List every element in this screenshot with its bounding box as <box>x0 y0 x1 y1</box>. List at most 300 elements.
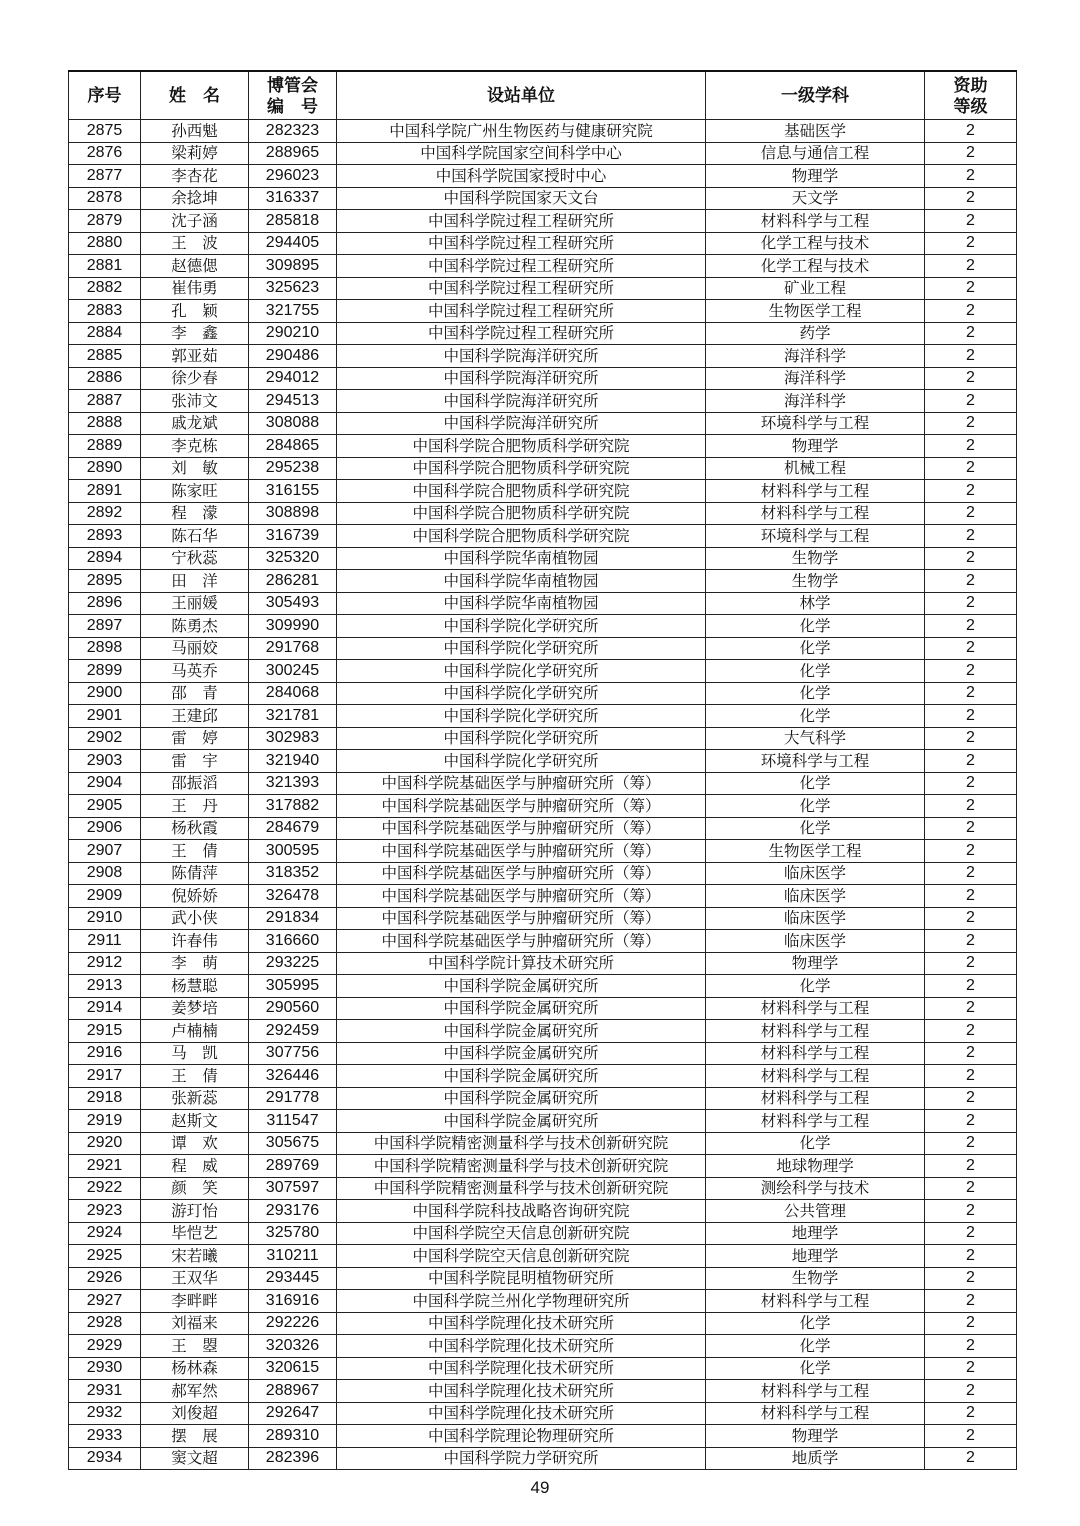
table-row <box>69 952 1017 975</box>
cell-name: 沈子涵 <box>141 210 249 233</box>
cell-unit: 中国科学院理化技术研究所 <box>337 1380 706 1403</box>
cell-code: 284865 <box>249 435 337 458</box>
cell-name: 徐少春 <box>141 367 249 390</box>
table-row <box>69 1335 1017 1358</box>
cell-grade: 2 <box>925 1132 1017 1155</box>
table-row <box>69 435 1017 458</box>
table-row <box>69 1177 1017 1200</box>
table-row <box>69 1200 1017 1223</box>
cell-name: 孔 颖 <box>141 300 249 323</box>
cell-seq: 2904 <box>69 772 141 795</box>
table-row <box>69 1110 1017 1133</box>
cell-code: 326478 <box>249 885 337 908</box>
table-row <box>69 1267 1017 1290</box>
cell-subject: 临床医学 <box>706 930 925 953</box>
cell-grade: 2 <box>925 1245 1017 1268</box>
cell-code: 290486 <box>249 345 337 368</box>
cell-grade: 2 <box>925 1425 1017 1448</box>
cell-seq: 2889 <box>69 435 141 458</box>
cell-unit: 中国科学院过程工程研究所 <box>337 277 706 300</box>
cell-unit: 中国科学院过程工程研究所 <box>337 232 706 255</box>
cell-name: 王 倩 <box>141 1065 249 1088</box>
cell-code: 316660 <box>249 930 337 953</box>
cell-name: 余捻坤 <box>141 187 249 210</box>
table-row <box>69 1402 1017 1425</box>
cell-subject: 化学 <box>706 1357 925 1380</box>
cell-code: 321940 <box>249 750 337 773</box>
cell-unit: 中国科学院金属研究所 <box>337 975 706 998</box>
cell-name: 王 曌 <box>141 1335 249 1358</box>
cell-seq: 2884 <box>69 322 141 345</box>
cell-seq: 2908 <box>69 862 141 885</box>
table-row <box>69 187 1017 210</box>
cell-grade: 2 <box>925 277 1017 300</box>
cell-code: 290560 <box>249 997 337 1020</box>
cell-unit: 中国科学院理论物理研究所 <box>337 1425 706 1448</box>
cell-code: 326446 <box>249 1065 337 1088</box>
cell-unit: 中国科学院过程工程研究所 <box>337 210 706 233</box>
cell-code: 309990 <box>249 615 337 638</box>
cell-code: 316739 <box>249 525 337 548</box>
cell-subject: 环境科学与工程 <box>706 750 925 773</box>
cell-name: 王 波 <box>141 232 249 255</box>
cell-name: 孙西魁 <box>141 120 249 143</box>
cell-code: 311547 <box>249 1110 337 1133</box>
cell-seq: 2910 <box>69 907 141 930</box>
cell-seq: 2917 <box>69 1065 141 1088</box>
cell-code: 320326 <box>249 1335 337 1358</box>
cell-code: 293176 <box>249 1200 337 1223</box>
cell-seq: 2888 <box>69 412 141 435</box>
cell-seq: 2915 <box>69 1020 141 1043</box>
cell-unit: 中国科学院过程工程研究所 <box>337 255 706 278</box>
cell-seq: 2897 <box>69 615 141 638</box>
cell-unit: 中国科学院金属研究所 <box>337 1065 706 1088</box>
cell-seq: 2902 <box>69 727 141 750</box>
cell-seq: 2928 <box>69 1312 141 1335</box>
cell-name: 倪娇娇 <box>141 885 249 908</box>
cell-name: 郝军然 <box>141 1380 249 1403</box>
cell-seq: 2921 <box>69 1155 141 1178</box>
cell-subject: 矿业工程 <box>706 277 925 300</box>
cell-unit: 中国科学院化学研究所 <box>337 615 706 638</box>
cell-code: 285818 <box>249 210 337 233</box>
header-grade-line1: 资助 <box>953 75 988 95</box>
table-row <box>69 1222 1017 1245</box>
cell-grade: 2 <box>925 615 1017 638</box>
cell-unit: 中国科学院国家空间科学中心 <box>337 142 706 165</box>
cell-grade: 2 <box>925 232 1017 255</box>
cell-grade: 2 <box>925 367 1017 390</box>
table-row <box>69 727 1017 750</box>
table-row <box>69 795 1017 818</box>
cell-seq: 2878 <box>69 187 141 210</box>
cell-subject: 化学 <box>706 637 925 660</box>
cell-grade: 2 <box>925 435 1017 458</box>
cell-unit: 中国科学院华南植物园 <box>337 547 706 570</box>
cell-name: 李克栋 <box>141 435 249 458</box>
cell-grade: 2 <box>925 727 1017 750</box>
cell-code: 293225 <box>249 952 337 975</box>
cell-subject: 临床医学 <box>706 885 925 908</box>
table-row <box>69 165 1017 188</box>
cell-seq: 2899 <box>69 660 141 683</box>
table-row <box>69 930 1017 953</box>
table-row <box>69 907 1017 930</box>
cell-grade: 2 <box>925 1177 1017 1200</box>
cell-seq: 2911 <box>69 930 141 953</box>
cell-code: 318352 <box>249 862 337 885</box>
header-unit: 设站单位 <box>337 71 706 120</box>
cell-grade: 2 <box>925 1447 1017 1470</box>
cell-seq: 2913 <box>69 975 141 998</box>
cell-unit: 中国科学院基础医学与肿瘤研究所（筹） <box>337 862 706 885</box>
cell-code: 292226 <box>249 1312 337 1335</box>
table-row <box>69 1132 1017 1155</box>
cell-name: 戚龙斌 <box>141 412 249 435</box>
table-row <box>69 367 1017 390</box>
funding-list-table <box>68 70 1017 1470</box>
table-row <box>69 840 1017 863</box>
cell-subject: 物理学 <box>706 1425 925 1448</box>
table-row <box>69 1447 1017 1470</box>
cell-seq: 2926 <box>69 1267 141 1290</box>
table-row <box>69 480 1017 503</box>
cell-grade: 2 <box>925 390 1017 413</box>
cell-subject: 化学 <box>706 705 925 728</box>
cell-subject: 材料科学与工程 <box>706 1380 925 1403</box>
cell-grade: 2 <box>925 322 1017 345</box>
header-name: 姓 名 <box>141 71 249 120</box>
table-row <box>69 997 1017 1020</box>
cell-seq: 2895 <box>69 570 141 593</box>
table-row <box>69 1065 1017 1088</box>
cell-name: 刘俊超 <box>141 1402 249 1425</box>
table-row <box>69 682 1017 705</box>
cell-seq: 2876 <box>69 142 141 165</box>
cell-name: 卢楠楠 <box>141 1020 249 1043</box>
cell-subject: 化学 <box>706 1132 925 1155</box>
cell-unit: 中国科学院空天信息创新研究院 <box>337 1222 706 1245</box>
cell-seq: 2934 <box>69 1447 141 1470</box>
cell-grade: 2 <box>925 1312 1017 1335</box>
cell-grade: 2 <box>925 345 1017 368</box>
cell-name: 颜 笑 <box>141 1177 249 1200</box>
cell-name: 陈石华 <box>141 525 249 548</box>
cell-subject: 化学工程与技术 <box>706 232 925 255</box>
cell-name: 崔伟勇 <box>141 277 249 300</box>
cell-subject: 化学 <box>706 772 925 795</box>
cell-grade: 2 <box>925 952 1017 975</box>
cell-name: 陈家旺 <box>141 480 249 503</box>
cell-code: 308898 <box>249 502 337 525</box>
cell-unit: 中国科学院国家授时中心 <box>337 165 706 188</box>
cell-unit: 中国科学院理化技术研究所 <box>337 1335 706 1358</box>
cell-subject: 生物学 <box>706 570 925 593</box>
cell-subject: 材料科学与工程 <box>706 1020 925 1043</box>
cell-unit: 中国科学院华南植物园 <box>337 592 706 615</box>
cell-grade: 2 <box>925 817 1017 840</box>
cell-code: 300245 <box>249 660 337 683</box>
cell-unit: 中国科学院计算技术研究所 <box>337 952 706 975</box>
cell-subject: 物理学 <box>706 952 925 975</box>
cell-subject: 化学 <box>706 817 925 840</box>
cell-grade: 2 <box>925 1200 1017 1223</box>
cell-name: 马英乔 <box>141 660 249 683</box>
cell-code: 307597 <box>249 1177 337 1200</box>
cell-grade: 2 <box>925 660 1017 683</box>
table-row <box>69 300 1017 323</box>
cell-unit: 中国科学院昆明植物研究所 <box>337 1267 706 1290</box>
cell-name: 许春伟 <box>141 930 249 953</box>
cell-code: 294513 <box>249 390 337 413</box>
cell-grade: 2 <box>925 412 1017 435</box>
cell-seq: 2930 <box>69 1357 141 1380</box>
cell-subject: 化学 <box>706 660 925 683</box>
table-row <box>69 615 1017 638</box>
cell-name: 陈倩萍 <box>141 862 249 885</box>
cell-unit: 中国科学院精密测量科学与技术创新研究院 <box>337 1177 706 1200</box>
cell-code: 294405 <box>249 232 337 255</box>
cell-grade: 2 <box>925 1290 1017 1313</box>
cell-unit: 中国科学院科技战略咨询研究院 <box>337 1200 706 1223</box>
cell-grade: 2 <box>925 592 1017 615</box>
cell-grade: 2 <box>925 480 1017 503</box>
cell-seq: 2880 <box>69 232 141 255</box>
cell-name: 马丽姣 <box>141 637 249 660</box>
cell-seq: 2886 <box>69 367 141 390</box>
cell-code: 307756 <box>249 1042 337 1065</box>
cell-code: 282323 <box>249 120 337 143</box>
table-row <box>69 817 1017 840</box>
cell-seq: 2929 <box>69 1335 141 1358</box>
cell-unit: 中国科学院理化技术研究所 <box>337 1357 706 1380</box>
cell-code: 288967 <box>249 1380 337 1403</box>
cell-subject: 地理学 <box>706 1222 925 1245</box>
cell-code: 317882 <box>249 795 337 818</box>
cell-grade: 2 <box>925 1380 1017 1403</box>
cell-seq: 2918 <box>69 1087 141 1110</box>
table-header <box>69 71 1017 120</box>
cell-seq: 2881 <box>69 255 141 278</box>
cell-seq: 2931 <box>69 1380 141 1403</box>
cell-unit: 中国科学院合肥物质科学研究院 <box>337 480 706 503</box>
cell-grade: 2 <box>925 772 1017 795</box>
cell-unit: 中国科学院海洋研究所 <box>337 367 706 390</box>
cell-code: 302983 <box>249 727 337 750</box>
cell-code: 325623 <box>249 277 337 300</box>
cell-seq: 2914 <box>69 997 141 1020</box>
cell-seq: 2901 <box>69 705 141 728</box>
cell-unit: 中国科学院海洋研究所 <box>337 390 706 413</box>
cell-subject: 物理学 <box>706 435 925 458</box>
cell-unit: 中国科学院理化技术研究所 <box>337 1312 706 1335</box>
cell-subject: 天文学 <box>706 187 925 210</box>
table-row <box>69 277 1017 300</box>
cell-grade: 2 <box>925 1267 1017 1290</box>
cell-subject: 化学 <box>706 975 925 998</box>
table-row <box>69 592 1017 615</box>
cell-seq: 2891 <box>69 480 141 503</box>
cell-subject: 材料科学与工程 <box>706 1087 925 1110</box>
cell-seq: 2903 <box>69 750 141 773</box>
cell-unit: 中国科学院合肥物质科学研究院 <box>337 502 706 525</box>
cell-grade: 2 <box>925 120 1017 143</box>
cell-subject: 基础医学 <box>706 120 925 143</box>
table-body <box>69 120 1017 1470</box>
cell-seq: 2922 <box>69 1177 141 1200</box>
cell-unit: 中国科学院合肥物质科学研究院 <box>337 525 706 548</box>
cell-grade: 2 <box>925 1087 1017 1110</box>
cell-code: 292459 <box>249 1020 337 1043</box>
cell-name: 杨秋霞 <box>141 817 249 840</box>
cell-name: 毕恺艺 <box>141 1222 249 1245</box>
cell-code: 321755 <box>249 300 337 323</box>
header-seq: 序号 <box>69 71 141 120</box>
cell-subject: 材料科学与工程 <box>706 1290 925 1313</box>
cell-unit: 中国科学院海洋研究所 <box>337 345 706 368</box>
cell-name: 宁秋蕊 <box>141 547 249 570</box>
table-row <box>69 1155 1017 1178</box>
cell-subject: 生物学 <box>706 1267 925 1290</box>
cell-seq: 2924 <box>69 1222 141 1245</box>
cell-unit: 中国科学院基础医学与肿瘤研究所（筹） <box>337 772 706 795</box>
cell-code: 321781 <box>249 705 337 728</box>
cell-grade: 2 <box>925 547 1017 570</box>
cell-subject: 环境科学与工程 <box>706 412 925 435</box>
cell-name: 王建邱 <box>141 705 249 728</box>
cell-subject: 生物医学工程 <box>706 840 925 863</box>
cell-subject: 材料科学与工程 <box>706 210 925 233</box>
cell-subject: 化学 <box>706 682 925 705</box>
table-row <box>69 232 1017 255</box>
cell-name: 窦文超 <box>141 1447 249 1470</box>
cell-unit: 中国科学院化学研究所 <box>337 660 706 683</box>
cell-unit: 中国科学院化学研究所 <box>337 682 706 705</box>
cell-name: 陈勇杰 <box>141 615 249 638</box>
header-grade <box>925 71 1017 120</box>
cell-code: 325780 <box>249 1222 337 1245</box>
cell-unit: 中国科学院化学研究所 <box>337 727 706 750</box>
header-grade-line2: 等级 <box>953 96 988 116</box>
cell-name: 马 凯 <box>141 1042 249 1065</box>
cell-subject: 材料科学与工程 <box>706 480 925 503</box>
cell-subject: 海洋科学 <box>706 345 925 368</box>
cell-name: 雷 婷 <box>141 727 249 750</box>
cell-name: 王 丹 <box>141 795 249 818</box>
cell-code: 284679 <box>249 817 337 840</box>
table-row <box>69 120 1017 143</box>
table-row <box>69 457 1017 480</box>
cell-seq: 2932 <box>69 1402 141 1425</box>
table-row <box>69 255 1017 278</box>
table-row <box>69 975 1017 998</box>
cell-code: 309895 <box>249 255 337 278</box>
cell-grade: 2 <box>925 930 1017 953</box>
cell-seq: 2927 <box>69 1290 141 1313</box>
cell-name: 张沛文 <box>141 390 249 413</box>
cell-grade: 2 <box>925 840 1017 863</box>
cell-unit: 中国科学院金属研究所 <box>337 1020 706 1043</box>
cell-seq: 2912 <box>69 952 141 975</box>
cell-name: 杨林森 <box>141 1357 249 1380</box>
cell-subject: 化学 <box>706 615 925 638</box>
cell-code: 282396 <box>249 1447 337 1470</box>
cell-grade: 2 <box>925 1110 1017 1133</box>
cell-grade: 2 <box>925 705 1017 728</box>
cell-subject: 化学工程与技术 <box>706 255 925 278</box>
header-code-line2: 编 号 <box>267 96 318 116</box>
cell-code: 300595 <box>249 840 337 863</box>
cell-seq: 2905 <box>69 795 141 818</box>
cell-name: 王 倩 <box>141 840 249 863</box>
header-row <box>69 71 1017 120</box>
cell-grade: 2 <box>925 502 1017 525</box>
cell-seq: 2896 <box>69 592 141 615</box>
cell-seq: 2916 <box>69 1042 141 1065</box>
table-row <box>69 525 1017 548</box>
table-row <box>69 1312 1017 1335</box>
table-row <box>69 705 1017 728</box>
cell-subject: 林学 <box>706 592 925 615</box>
cell-subject: 材料科学与工程 <box>706 1402 925 1425</box>
cell-name: 谭 欢 <box>141 1132 249 1155</box>
cell-name: 赵斯文 <box>141 1110 249 1133</box>
cell-code: 325320 <box>249 547 337 570</box>
cell-subject: 物理学 <box>706 165 925 188</box>
table-row <box>69 1425 1017 1448</box>
cell-unit: 中国科学院化学研究所 <box>337 750 706 773</box>
cell-code: 291778 <box>249 1087 337 1110</box>
cell-unit: 中国科学院化学研究所 <box>337 637 706 660</box>
cell-subject: 药学 <box>706 322 925 345</box>
cell-seq: 2875 <box>69 120 141 143</box>
cell-unit: 中国科学院基础医学与肿瘤研究所（筹） <box>337 840 706 863</box>
cell-seq: 2907 <box>69 840 141 863</box>
cell-name: 田 洋 <box>141 570 249 593</box>
cell-unit: 中国科学院基础医学与肿瘤研究所（筹） <box>337 795 706 818</box>
cell-subject: 生物学 <box>706 547 925 570</box>
table-row <box>69 1020 1017 1043</box>
table-row <box>69 390 1017 413</box>
cell-unit: 中国科学院合肥物质科学研究院 <box>337 435 706 458</box>
cell-subject: 机械工程 <box>706 457 925 480</box>
cell-name: 武小侠 <box>141 907 249 930</box>
cell-seq: 2893 <box>69 525 141 548</box>
cell-unit: 中国科学院理化技术研究所 <box>337 1402 706 1425</box>
cell-grade: 2 <box>925 1042 1017 1065</box>
table-row <box>69 547 1017 570</box>
cell-seq: 2885 <box>69 345 141 368</box>
cell-code: 305493 <box>249 592 337 615</box>
table-row <box>69 885 1017 908</box>
cell-code: 305995 <box>249 975 337 998</box>
cell-unit: 中国科学院华南植物园 <box>337 570 706 593</box>
cell-subject: 大气科学 <box>706 727 925 750</box>
cell-code: 291834 <box>249 907 337 930</box>
cell-subject: 材料科学与工程 <box>706 997 925 1020</box>
cell-grade: 2 <box>925 570 1017 593</box>
cell-grade: 2 <box>925 1222 1017 1245</box>
cell-name: 杨慧聪 <box>141 975 249 998</box>
cell-subject: 临床医学 <box>706 862 925 885</box>
cell-code: 321393 <box>249 772 337 795</box>
table-row <box>69 1087 1017 1110</box>
cell-code: 289310 <box>249 1425 337 1448</box>
cell-name: 赵德偲 <box>141 255 249 278</box>
cell-code: 308088 <box>249 412 337 435</box>
cell-grade: 2 <box>925 142 1017 165</box>
